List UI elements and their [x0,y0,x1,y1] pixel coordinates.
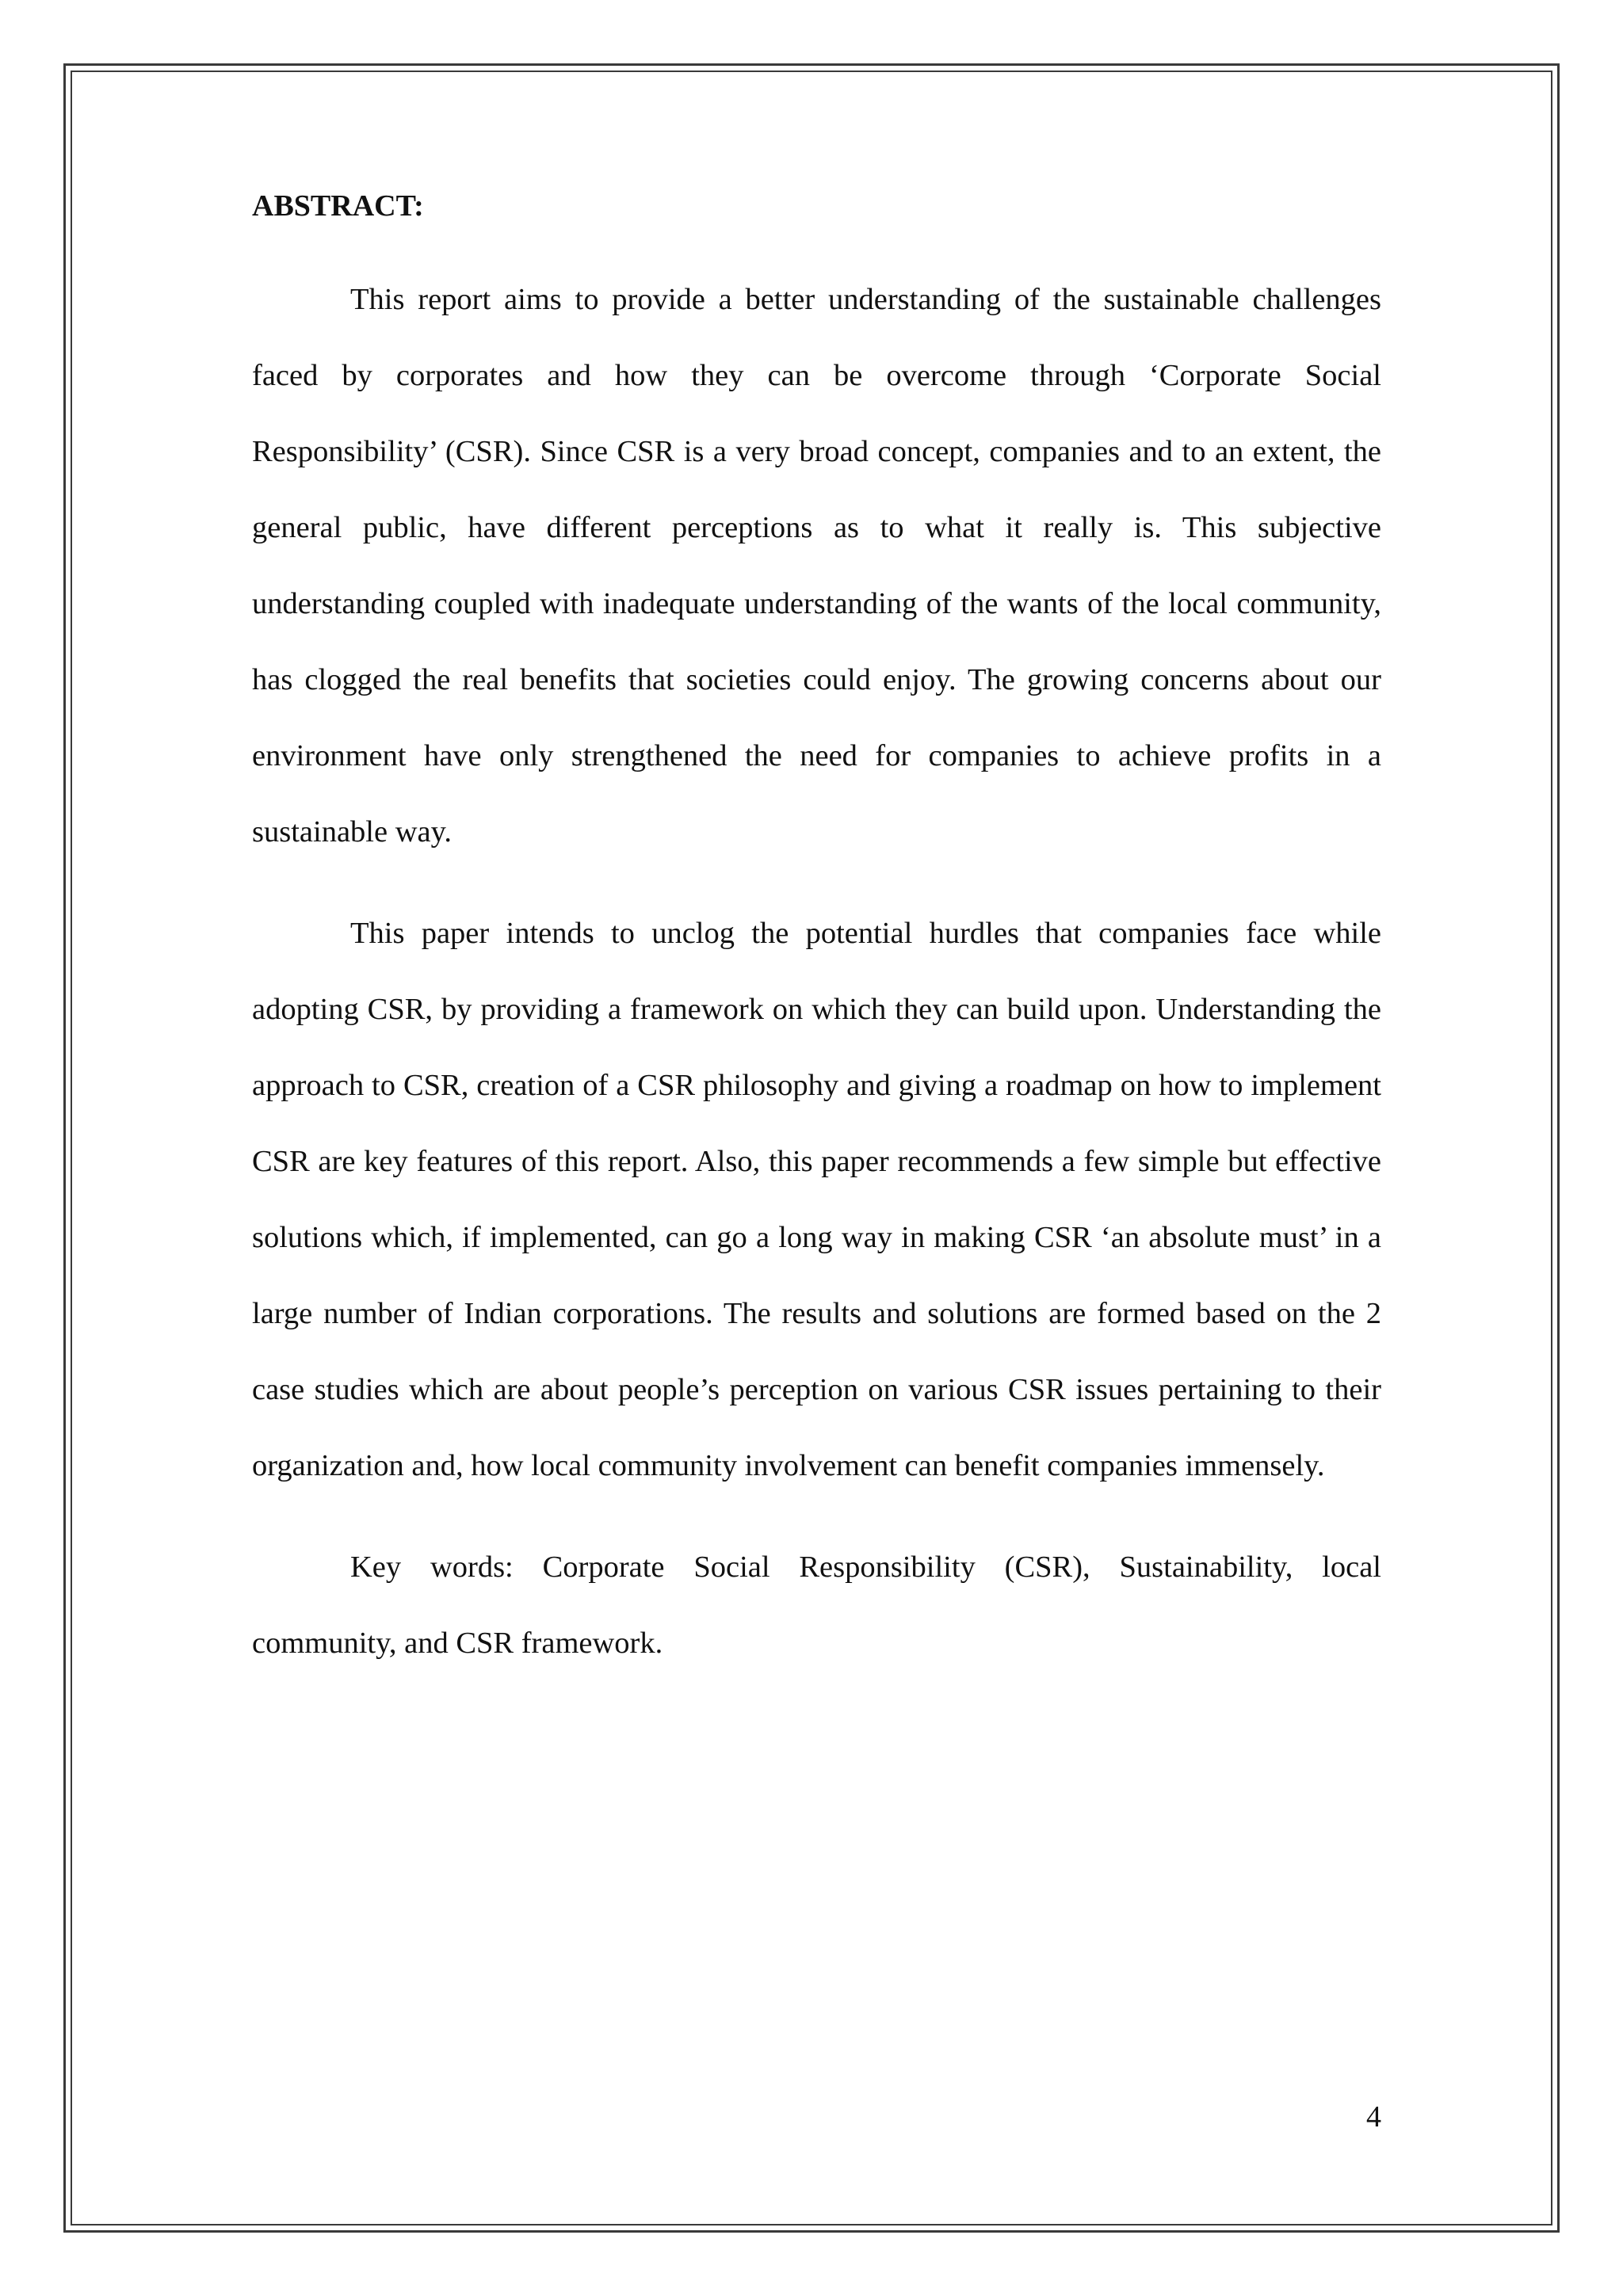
keywords-paragraph: Key words: Corporate Social Responsibility (CSR), Sustainability, local community, and CSR framework. [252,1550,1381,1660]
abstract-paragraph-2: This paper intends to unclog the potential hurdles that companies face while adopting CSR, by providing a framework on which they can build upon. Understanding the approach to CSR, creation of a CSR philosophy and giving a roadmap on how to implement CSR are key features of this report. Also, this paper recommends a few simple but effective solutions which, if implemented, can go a long way in making CSR ‘an absolute must’ in a large number of Indian corporations. The results and solutions are formed based on the 2 case studies which are about people’s perception on various CSR issues pertaining to their organization and, how local community involvement can benefit companies immensely. [252,917,1381,1482]
document-body [252,182,1381,1707]
abstract-paragraph-1: This report aims to provide a better understanding of the sustainable challenges faced by corporates and how they can be overcome through ‘Corporate Social Responsibility’ (CSR). Since CSR is a very broad concept, companies and to an extent, the general public, have different perceptions as to what it really is. This subjective understanding coupled with inadequate understanding of the wants of the local community, has clogged the real benefits that societies could enjoy. The growing concerns about our environment have only strengthened the need for companies to achieve profits in a sustainable way. [252,283,1381,849]
abstract-heading: ABSTRACT: [252,189,424,223]
page-number: 4 [1366,2100,1381,2134]
